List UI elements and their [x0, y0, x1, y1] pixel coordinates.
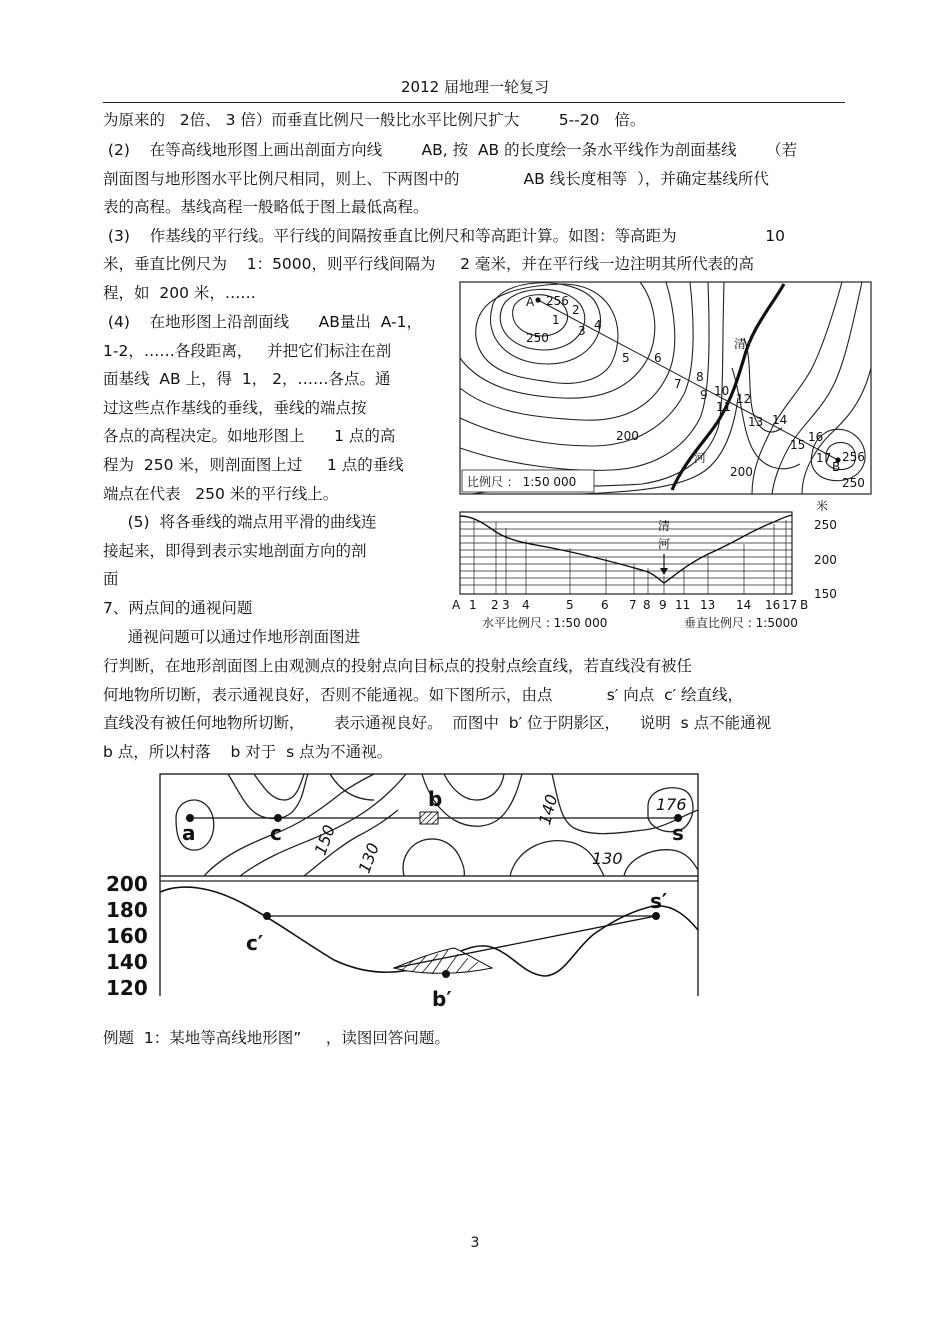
label-b-prime: b′ — [432, 987, 452, 1011]
contour-label: 130 — [354, 840, 383, 876]
text-line: 为原来的 2倍、 3 倍）而垂直比例尺一般比水平比例尺扩大 5--20 倍。 — [103, 111, 646, 129]
y-tick: 200 — [814, 553, 837, 567]
contour-label: 250 — [526, 331, 549, 345]
label-c-prime: c′ — [246, 931, 264, 955]
contour-label: 176 — [656, 795, 687, 814]
figure-profile-construction — [452, 278, 876, 634]
contour-label: 150 — [310, 822, 339, 858]
contour-label: 130 — [592, 849, 623, 868]
x-label: 9 — [659, 598, 667, 612]
y-tick: 140 — [106, 950, 148, 974]
text-line: 面 — [103, 570, 119, 588]
river-char: 河 — [694, 451, 707, 465]
text-line: (4) 在地形图上沿剖面线 AB量出 A-1， — [103, 313, 422, 331]
y-tick: 160 — [106, 924, 148, 948]
point-c-prime — [263, 912, 271, 920]
text-line: 接起来，即得到表示实地剖面方向的剖 — [103, 542, 367, 560]
map-label-s: s — [672, 821, 684, 845]
text-line: (5) 将各垂线的端点用平滑的曲线连 — [103, 513, 377, 531]
x-labels — [452, 598, 808, 612]
vertical-scale: 垂直比例尺 : 1:5000 — [684, 616, 798, 630]
text-line: 面基线 AB 上，得 1， 2，……各点。通 — [103, 370, 391, 388]
text-line: 端点在代表 250 米的平行线上。 — [103, 485, 339, 503]
horizontal-scale: 水平比例尺 : 1:50 000 — [482, 616, 608, 630]
x-label: 16 — [765, 598, 781, 612]
point-number: 13 — [748, 415, 764, 429]
point-a-dot — [535, 297, 540, 302]
label-a: A — [526, 295, 535, 309]
point-number: 6 — [654, 351, 662, 365]
text-line: 程为 250 米，则剖面图上过 1 点的垂线 — [103, 456, 404, 474]
text-line: 表的高程。基线高程一般略低于图上最低高程。 — [103, 198, 429, 216]
text-line: 通视问题可以通过作地形剖面图进 — [103, 628, 361, 646]
river-char: 清 — [734, 337, 747, 351]
contour-label: 250 — [842, 476, 865, 490]
x-label: 8 — [643, 598, 651, 612]
text-line: 直线没有被任何地物所切断， 表示通视良好。 而图中 b′ 位于阴影区， 说明 s 点不能通视 — [103, 714, 772, 732]
point-number: 7 — [674, 377, 682, 391]
x-label: 14 — [736, 598, 752, 612]
point-s-prime — [652, 912, 660, 920]
point-number: 2 — [572, 303, 580, 317]
profile-chart — [452, 498, 837, 630]
text-line: 各点的高程决定。如地形图上 1 点的高 — [103, 427, 396, 445]
text-line: 米，垂直比例尺为 1：5000，则平行线间隔为 2 毫米，并在平行线一边注明其所代表的高 — [103, 255, 754, 273]
map-label-a: a — [182, 821, 196, 845]
point-number: 12 — [736, 392, 752, 406]
x-label: B — [800, 598, 809, 612]
section-heading: 7、两点间的通视问题 — [103, 599, 253, 617]
example-question: 例题 1：某地等高线地形图” ，读图回答问题。 — [103, 1029, 450, 1047]
map-label-c: c — [270, 821, 282, 845]
point-number: 11 — [716, 400, 732, 414]
y-tick: 120 — [106, 976, 148, 1000]
river-char: 河 — [658, 537, 671, 551]
point-number: 8 — [696, 370, 704, 384]
map-label-b: b — [428, 787, 443, 811]
point-number: 16 — [808, 430, 824, 444]
text-line: b 点，所以村落 b 对于 s 点为不通视。 — [103, 743, 393, 761]
figure-line-of-sight — [104, 770, 704, 1020]
text-line: (3) 作基线的平行线。平行线的间隔按垂直比例尺和等高距计算。如图：等高距为 10 — [103, 227, 786, 245]
point-number: 4 — [594, 318, 602, 332]
point-number: 1 — [552, 313, 560, 327]
y-tick: 200 — [106, 872, 148, 896]
text-line: 剖面图与地形图水平比例尺相同，则上、下两图中的 AB 线长度相等 ），并确定基线所代 — [103, 170, 769, 188]
x-label: 5 — [566, 598, 574, 612]
contour-label: 200 — [616, 429, 639, 443]
point-number: 17 — [816, 451, 832, 465]
label-b: B — [832, 460, 841, 474]
x-label: 11 — [675, 598, 691, 612]
x-label: 6 — [601, 598, 609, 612]
x-label: 3 — [502, 598, 510, 612]
contour-label: 140 — [535, 792, 562, 827]
x-label: 2 — [491, 598, 499, 612]
text-line: 程，如 200 米，…… — [103, 284, 256, 302]
text-line: 何地物所切断，表示通视良好，否则不能通视。如下图所示，由点 s′ 向点 c′ 绘直线， — [103, 686, 744, 704]
point-number: 14 — [772, 413, 788, 427]
profile-chart — [106, 872, 698, 1011]
contour-label: 200 — [730, 465, 753, 479]
text-line: 过这些点作基线的垂线，垂线的端点按 — [103, 399, 367, 417]
point-number: 10 — [714, 384, 730, 398]
point-number: 3 — [578, 324, 586, 338]
river-char: 清 — [658, 519, 671, 533]
x-label: 17 — [782, 598, 798, 612]
label-elev-b: 256 — [842, 450, 865, 464]
page-number: 3 — [470, 1235, 480, 1251]
header-rule — [103, 102, 845, 103]
contour-map — [460, 282, 871, 494]
point-number: 9 — [700, 388, 708, 402]
x-label: 13 — [700, 598, 716, 612]
text-line: 行判断，在地形剖面图上由观测点的投射点向目标点的投射点绘直线，若直线没有被任 — [103, 657, 693, 675]
page-header: 2012 届地理一轮复习 — [401, 78, 549, 96]
point-number: 15 — [790, 438, 806, 452]
x-label: A — [452, 598, 461, 612]
x-label: 7 — [629, 598, 637, 612]
text-line: (2) 在等高线地形图上画出剖面方向线 AB, 按 AB 的长度绘一条水平线作为剖面基线 （若 — [103, 141, 798, 159]
map-scale-label: 比例尺 ： 1:50 000 — [467, 475, 577, 489]
y-tick: 180 — [106, 898, 148, 922]
x-label: 1 — [469, 598, 477, 612]
y-tick: 150 — [814, 587, 837, 601]
sight-line-b-s — [394, 916, 656, 968]
label-s-prime: s′ — [650, 889, 668, 913]
label-elev-a: 256 — [546, 294, 569, 308]
x-label: 4 — [522, 598, 530, 612]
y-tick: 250 — [814, 518, 837, 532]
axis-unit: 米 — [816, 499, 829, 513]
text-line: 1-2，……各段距离， 并把它们标注在剖 — [103, 342, 392, 360]
point-b-prime — [442, 970, 450, 978]
point-number: 5 — [622, 351, 630, 365]
